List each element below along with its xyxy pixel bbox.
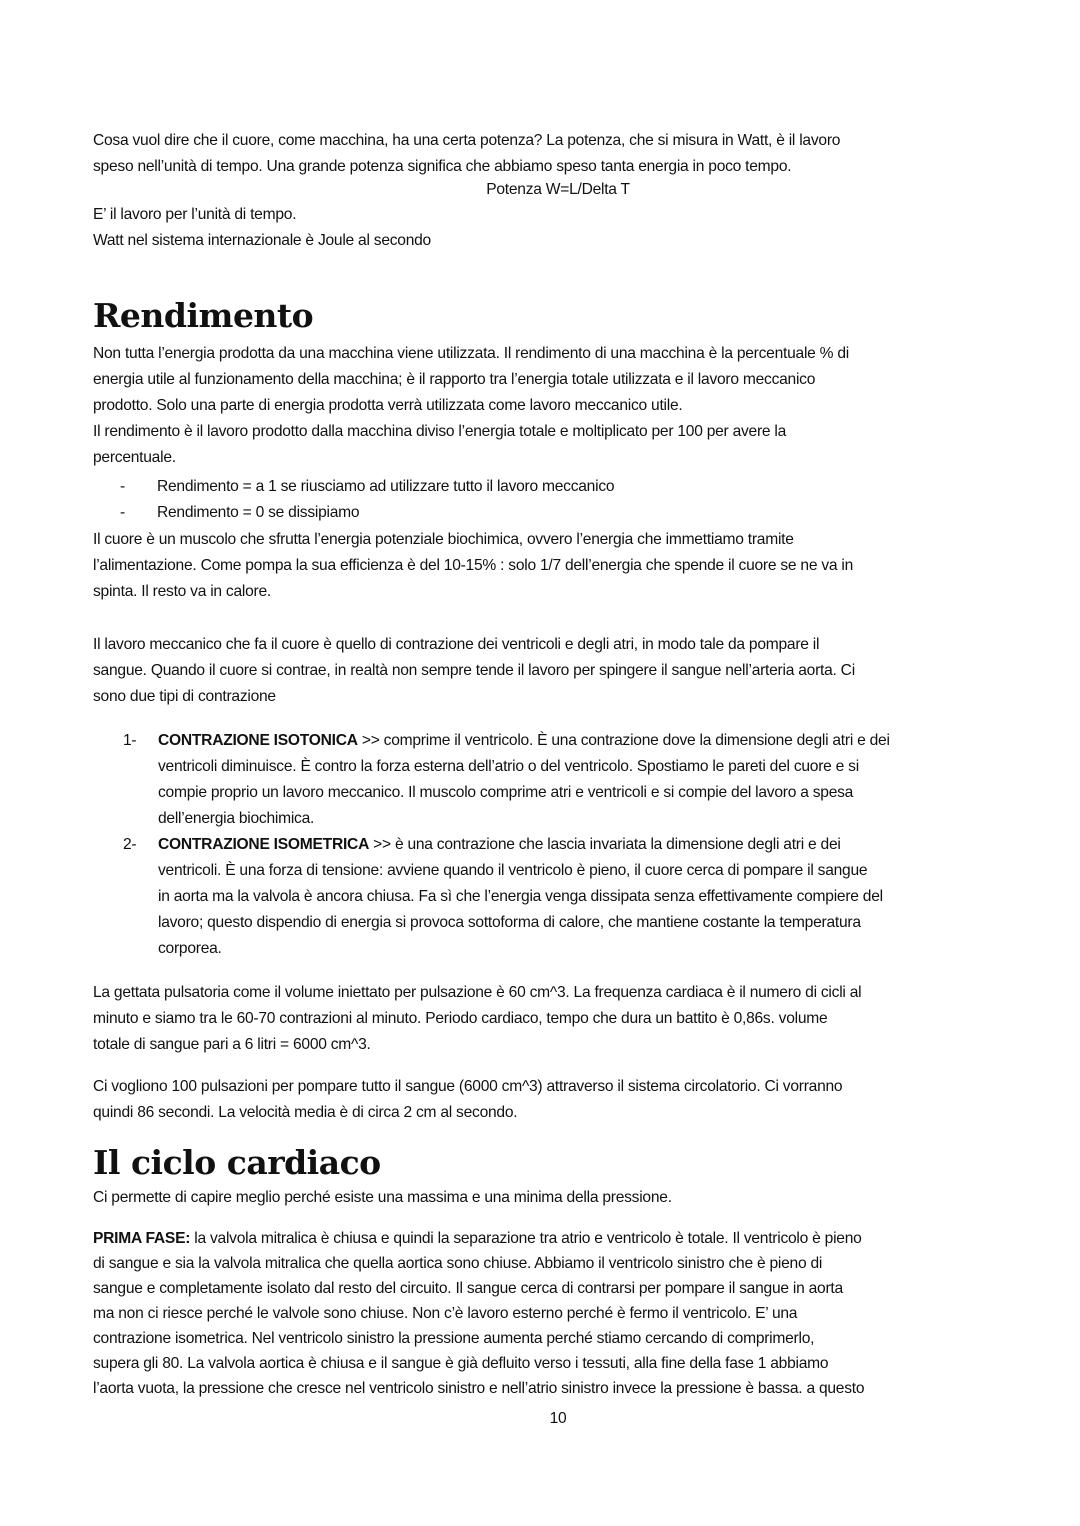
text-line: l’aorta vuota, la pressione che cresce nel ventricolo sinistro e nell’atrio sinistro invece la pressione è bassa. a questo (93, 1380, 865, 1397)
text-line: dell’energia biochimica. (158, 810, 315, 827)
text-line: di sangue e sia la valvola mitralica che quella aortica sono chiuse. Abbiamo il ventricolo sinistro che è pieno di (93, 1255, 823, 1272)
list-item-isometrica (123, 832, 890, 962)
formula-text: Potenza W=L/Delta T (486, 181, 630, 198)
text-line: prodotto. Solo una parte di energia prodotta verrà utilizzata come lavoro meccanico utile. (93, 397, 683, 414)
text-line: >> comprime il ventricolo. È una contrazione dove la dimensione degli atri e dei (357, 732, 890, 749)
prima-fase-paragraph (93, 1226, 864, 1401)
list-item-isotonica (123, 728, 890, 832)
list-item-text: Rendimento = 0 se dissipiamo (157, 504, 360, 521)
list-item (120, 474, 614, 500)
rendimento-paragraph-1 (93, 341, 849, 471)
ciclo-intro (93, 1185, 672, 1211)
text-line: >> è una contrazione che lascia invariata la dimensione degli atri e dei (369, 836, 841, 853)
text-line: Ci vogliono 100 pulsazioni per pompare tutto il sangue (6000 cm^3) attraverso il sistema circolatorio. Ci vorranno (93, 1078, 843, 1095)
text-line: speso nell’unità di tempo. Una grande potenza significa che abbiamo speso tanta energia in poco tempo. (93, 158, 792, 175)
section-heading-ciclo-cardiaco: Il ciclo cardiaco (93, 1143, 381, 1182)
text-line: ventricoli diminuisce. È contro la forza esterna dell’atrio o del ventricolo. Spostiamo le pareti del cuore e si (158, 758, 859, 775)
text-line: l’alimentazione. Come pompa la sua efficienza è del 10-15% : solo 1/7 dell’energia che spende il cuore se ne va in (93, 557, 854, 574)
text-line: totale di sangue pari a 6 litri = 6000 cm^3. (93, 1036, 371, 1053)
intro-paragraph (93, 128, 840, 180)
text-line: in aorta ma la valvola è ancora chiusa. Fa sì che l’energia venga dissipata senza effettivamente compiere del (158, 888, 883, 905)
bullet-list (120, 474, 614, 526)
section-heading-rendimento: Rendimento (93, 296, 314, 335)
list-item (120, 500, 614, 526)
text-line: lavoro; questo dispendio di energia si provoca sottoforma di calore, che mantiene costante la temperatura (158, 914, 861, 931)
phase-label: PRIMA FASE: (93, 1230, 191, 1247)
text-line: quindi 86 secondi. La velocità media è di circa 2 cm al secondo. (93, 1104, 518, 1121)
text-line: percentuale. (93, 449, 176, 466)
numbered-list (123, 728, 890, 962)
text-line: Il cuore è un muscolo che sfrutta l’energia potenziale biochimica, ovvero l’energia che immettiamo tramite (93, 531, 794, 548)
text-line: energia utile al funzionamento della macchina; è il rapporto tra l’energia totale utilizzata e il lavoro meccanico (93, 371, 816, 388)
term-bold: CONTRAZIONE ISOMETRICA (158, 836, 370, 853)
list-number: 2- (123, 836, 137, 853)
text-line: ventricoli. È una forza di tensione: avviene quando il ventricolo è pieno, il cuore cerca di pompare il sangue (158, 862, 868, 879)
page-number: 10 (549, 1410, 567, 1427)
list-item-text: Rendimento = a 1 se riusciamo ad utilizzare tutto il lavoro meccanico (157, 478, 615, 495)
rendimento-paragraph-5 (93, 1074, 842, 1126)
intro-notes (93, 202, 431, 254)
rendimento-paragraph-3 (93, 632, 855, 710)
text-line: Non tutta l’energia prodotta da una macchina viene utilizzata. Il rendimento di una macchina è la percentuale % di (93, 345, 849, 362)
text-line: spinta. Il resto va in calore. (93, 583, 271, 600)
bullet-marker: - (120, 478, 125, 495)
text-line: la valvola mitralica è chiusa e quindi la separazione tra atrio e ventricolo è totale. Il ventricolo è pieno (190, 1230, 862, 1247)
text-line: Il rendimento è il lavoro prodotto dalla macchina diviso l’energia totale e moltiplicato per 100 per avere la (93, 423, 787, 440)
text-line: La gettata pulsatoria come il volume iniettato per pulsazione è 60 cm^3. La frequenza cardiaca è il numero di cicli al (93, 984, 862, 1001)
text-line: corporea. (158, 940, 222, 957)
text-line: Il lavoro meccanico che fa il cuore è quello di contrazione dei ventricoli e degli atri, in modo tale da pompare il (93, 636, 820, 653)
text-line: Cosa vuol dire che il cuore, come macchina, ha una certa potenza? La potenza, che si misura in Watt, è il lavoro (93, 132, 841, 149)
text-line: Ci permette di capire meglio perché esiste una massima e una minima della pressione. (93, 1189, 672, 1206)
term-bold: CONTRAZIONE ISOTONICA (158, 732, 358, 749)
rendimento-paragraph-4 (93, 980, 861, 1058)
text-line: sono due tipi di contrazione (93, 688, 276, 705)
text-line: compie proprio un lavoro meccanico. Il muscolo comprime atri e ventricoli e si compie del lavoro a spesa (158, 784, 854, 801)
text-line: supera gli 80. La valvola aortica è chiusa e il sangue è già defluito verso i tessuti, alla fine della fase 1 abbiamo (93, 1355, 829, 1372)
bullet-marker: - (120, 504, 125, 521)
text-line: minuto e siamo tra le 60-70 contrazioni al minuto. Periodo cardiaco, tempo che dura un battito è 0,86s. volume (93, 1010, 828, 1027)
text-line: sangue. Quando il cuore si contrae, in realtà non sempre tende il lavoro per spingere il sangue nell’arteria aorta. Ci (93, 662, 855, 679)
text-line: ma non ci riesce perché le valvole sono chiuse. Non c’è lavoro esterno perché è fermo il ventricolo. E’ una (93, 1305, 798, 1322)
text-line: Watt nel sistema internazionale è Joule al secondo (93, 232, 431, 249)
text-line: E’ il lavoro per l’unità di tempo. (93, 206, 297, 223)
power-formula (0, 177, 1080, 203)
list-number: 1- (123, 732, 137, 749)
rendimento-paragraph-2 (93, 527, 853, 605)
text-line: sangue e completamente isolato dal resto del circuito. Il sangue cerca di contrarsi per pompare il sangue in aorta (93, 1280, 843, 1297)
text-line: contrazione isometrica. Nel ventricolo sinistro la pressione aumenta perché stiamo cercando di comprimerlo, (93, 1330, 815, 1347)
